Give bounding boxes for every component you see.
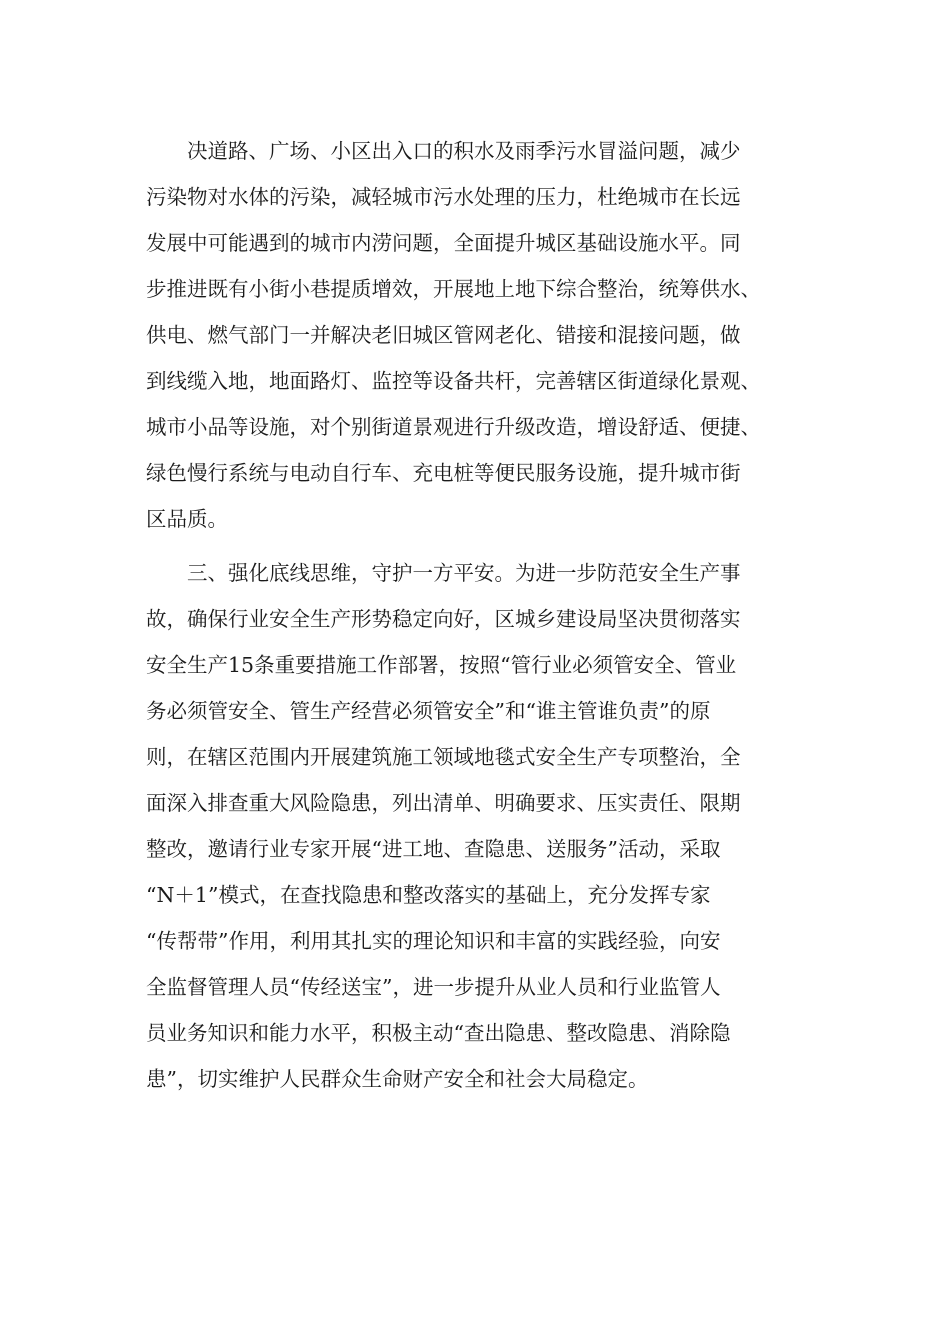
text-line: 供电、燃气部门一并解决老旧城区管网老化、错接和混接问题，做 (146, 323, 741, 347)
text-line: 患”，切实维护人民群众生命财产安全和社会大局稳定。 (146, 1067, 649, 1091)
text-line: 安全生产15条重要措施工作部署，按照“管行业必须管安全、管业 (146, 653, 737, 677)
text-line: 绿色慢行系统与电动自行车、充电桩等便民服务设施，提升城市街 (146, 461, 741, 485)
text-line: 步推进既有小街小巷提质增效，开展地上地下综合整治，统筹供水、 (146, 277, 761, 301)
text-line: 发展中可能遇到的城市内涝问题，全面提升城区基础设施水平。同 (146, 231, 741, 255)
text-line: 整改，邀请行业专家开展“进工地、查隐患、送服务”活动，采取 (146, 837, 721, 861)
text-line: “N＋1”模式，在查找隐患和整改落实的基础上，充分发挥专家 (146, 883, 711, 907)
text-line: 城市小品等设施，对个别街道景观进行升级改造，增设舒适、便捷、 (146, 415, 761, 439)
text-line: 务必须管安全、管生产经营必须管安全”和“谁主管谁负责”的原 (146, 699, 711, 723)
text-line: 三、强化底线思维，守护一方平安。为进一步防范安全生产事 (146, 561, 741, 585)
text-line: 决道路、广场、小区出入口的积水及雨季污水冒溢问题，减少 (146, 139, 741, 163)
text-line: “传帮带”作用，利用其扎实的理论知识和丰富的实践经验，向安 (146, 929, 721, 953)
text-line: 则，在辖区范围内开展建筑施工领域地毯式安全生产专项整治，全 (146, 745, 741, 769)
text-line: 污染物对水体的污染，减轻城市污水处理的压力，杜绝城市在长远 (146, 185, 741, 209)
text-line: 故，确保行业安全生产形势稳定向好，区城乡建设局坚决贯彻落实 (146, 607, 741, 631)
text-line: 区品质。 (146, 507, 228, 531)
text-line: 到线缆入地，地面路灯、监控等设备共杆，完善辖区街道绿化景观、 (146, 369, 761, 393)
text-line: 员业务知识和能力水平，积极主动“查出隐患、整改隐患、消除隐 (146, 1021, 731, 1045)
text-line: 全监督管理人员“传经送宝”，进一步提升从业人员和行业监管人 (146, 975, 721, 999)
text-line: 面深入排查重大风险隐患，列出清单、明确要求、压实责任、限期 (146, 791, 741, 815)
